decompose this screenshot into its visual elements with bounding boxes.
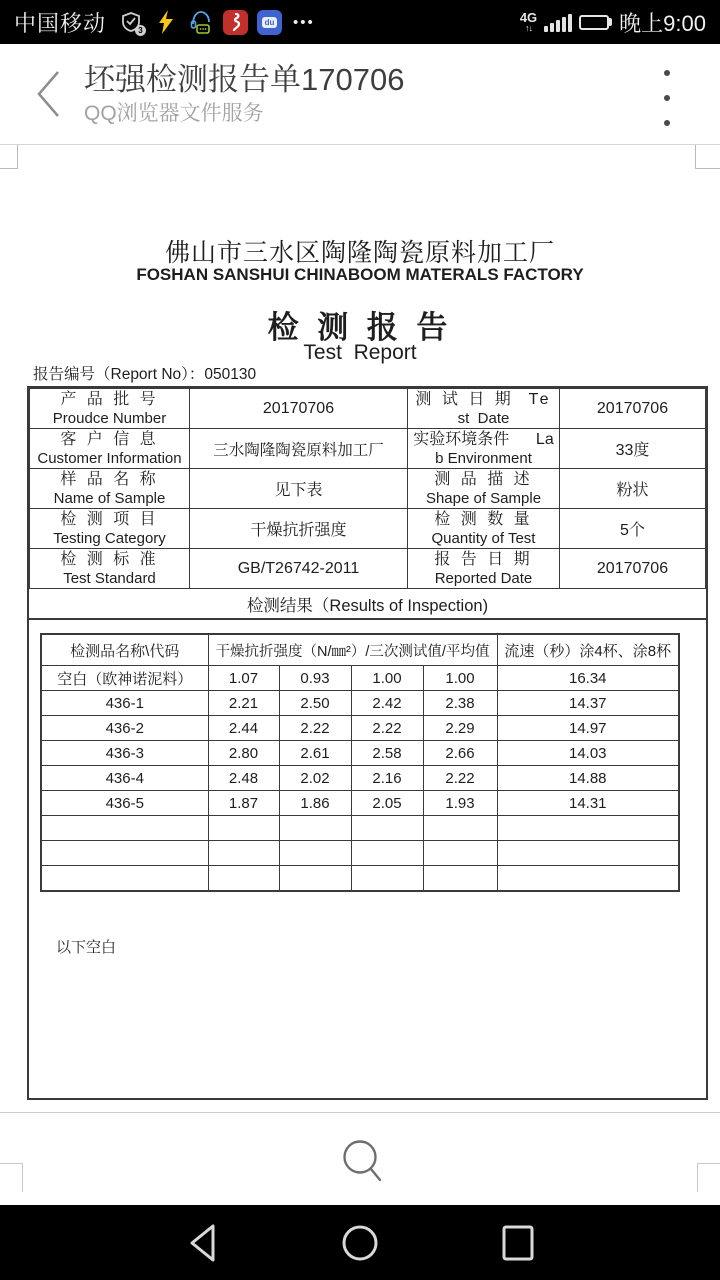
table-row xyxy=(41,791,679,816)
red-app-icon xyxy=(223,10,248,35)
flow-value: 14.37 xyxy=(497,691,679,716)
table-row xyxy=(41,716,679,741)
avg-value: 1.93 xyxy=(423,791,497,816)
page-corner-mark xyxy=(0,1163,23,1192)
page-divider xyxy=(0,1112,720,1113)
info-row xyxy=(30,429,706,469)
headset-icon xyxy=(188,9,214,35)
shield-badge: 3 xyxy=(135,25,146,36)
test-value: 1.07 xyxy=(208,666,279,691)
avg-value: 1.00 xyxy=(423,666,497,691)
info-label: 检 测 项 目 Testing Category xyxy=(30,509,190,549)
info-label: 样 品 名 称 Name of Sample xyxy=(30,469,190,509)
info-label: 检 测 标 准 Test Standard xyxy=(30,549,190,589)
nav-recents-button[interactable] xyxy=(482,1205,554,1280)
search-icon[interactable] xyxy=(334,1131,386,1187)
empty-cell xyxy=(497,841,679,866)
baidu-glyph: du xyxy=(262,17,277,28)
info-value: 见下表 xyxy=(190,469,408,509)
test-value: 1.00 xyxy=(351,666,423,691)
status-bar xyxy=(0,0,720,44)
flow-value: 16.34 xyxy=(497,666,679,691)
sample-name: 436-3 xyxy=(41,741,208,766)
empty-cell xyxy=(41,866,208,892)
sample-name: 436-4 xyxy=(41,766,208,791)
test-value: 2.42 xyxy=(351,691,423,716)
factory-name-en: FOSHAN SANSHUI CHINABOOM MATERALS FACTORY xyxy=(136,265,584,284)
info-table xyxy=(29,388,706,589)
baidu-app-icon xyxy=(257,10,282,35)
battery-icon xyxy=(579,15,612,30)
info-value: 5个 xyxy=(560,509,706,549)
empty-cell xyxy=(279,866,351,892)
empty-cell xyxy=(351,816,423,841)
info-row xyxy=(30,469,706,509)
home-circle-icon xyxy=(340,1223,380,1263)
avg-value: 2.22 xyxy=(423,766,497,791)
page-corner-mark xyxy=(697,1163,720,1192)
document-title: 坯强检测报告单170706 xyxy=(84,62,405,97)
info-value: 20170706 xyxy=(560,549,706,589)
test-value: 2.22 xyxy=(279,716,351,741)
empty-cell xyxy=(351,841,423,866)
info-label: 报 告 日 期 Reported Date xyxy=(408,549,560,589)
security-shield-icon xyxy=(118,9,144,35)
android-nav-bar xyxy=(0,1205,720,1280)
results-header: 检测品名称\代码 xyxy=(41,634,208,666)
back-button[interactable] xyxy=(18,59,78,129)
factory-name-zh: 佛山市三水区陶隆陶瓷原料加工厂 xyxy=(164,239,555,267)
avg-value: 2.29 xyxy=(423,716,497,741)
clock-label: 晚上9:00 xyxy=(619,10,706,36)
empty-cell xyxy=(497,816,679,841)
table-row xyxy=(41,741,679,766)
flow-value: 14.31 xyxy=(497,791,679,816)
results-table xyxy=(40,633,680,892)
info-label: 客 户 信 息 Customer Information xyxy=(30,429,190,469)
empty-cell xyxy=(279,841,351,866)
empty-cell xyxy=(423,866,497,892)
empty-cell xyxy=(41,816,208,841)
network-type-indicator xyxy=(520,11,537,33)
empty-cell xyxy=(351,866,423,892)
avg-value: 2.66 xyxy=(423,741,497,766)
page-corner-mark xyxy=(695,145,720,169)
network-label: 4G xyxy=(519,10,538,25)
avg-value: 2.38 xyxy=(423,691,497,716)
table-row xyxy=(41,766,679,791)
info-row xyxy=(30,509,706,549)
back-triangle-icon xyxy=(186,1221,218,1265)
test-value: 1.87 xyxy=(208,791,279,816)
table-row xyxy=(41,816,679,841)
empty-cell xyxy=(208,866,279,892)
test-value: 2.48 xyxy=(208,766,279,791)
info-value: GB/T26742-2011 xyxy=(190,549,408,589)
empty-cell xyxy=(279,816,351,841)
empty-cell xyxy=(497,866,679,892)
test-value: 1.86 xyxy=(279,791,351,816)
sample-name: 436-5 xyxy=(41,791,208,816)
lightning-icon xyxy=(153,9,179,35)
test-value: 2.80 xyxy=(208,741,279,766)
report-number: 报告编号（Report No）：050130 xyxy=(33,366,257,383)
table-row xyxy=(41,866,679,892)
notification-icons xyxy=(118,9,315,35)
table-row xyxy=(41,841,679,866)
status-bar-right xyxy=(520,7,706,38)
empty-cell xyxy=(208,841,279,866)
test-value: 2.61 xyxy=(279,741,351,766)
page-corner-mark xyxy=(0,145,18,169)
test-value: 2.02 xyxy=(279,766,351,791)
info-row xyxy=(30,389,706,429)
menu-button[interactable] xyxy=(652,70,682,126)
empty-cell xyxy=(423,816,497,841)
test-value: 2.05 xyxy=(351,791,423,816)
empty-cell xyxy=(41,841,208,866)
info-label: 测 品 描 述 Shape of Sample xyxy=(408,469,560,509)
recents-square-icon xyxy=(500,1224,536,1262)
signal-strength-icon xyxy=(544,12,572,32)
results-header: 流速（秒）涂4杯、涂8杯 xyxy=(497,634,679,666)
info-row xyxy=(30,549,706,589)
test-value: 0.93 xyxy=(279,666,351,691)
test-value: 2.58 xyxy=(351,741,423,766)
app-header xyxy=(0,44,720,145)
test-value: 2.44 xyxy=(208,716,279,741)
carrier-label: 中国移动 xyxy=(14,10,107,36)
network-arrows-icon: ↑↓ xyxy=(525,23,532,33)
info-label: 测 试 日 期 Te st Date xyxy=(408,389,560,429)
report-title-zh: 检 测 报 告 xyxy=(267,310,453,345)
sample-name: 436-1 xyxy=(41,691,208,716)
nav-back-button[interactable] xyxy=(166,1205,238,1280)
sample-name: 空白（欧神诺泥料） xyxy=(41,666,208,691)
nav-home-button[interactable] xyxy=(324,1205,396,1280)
flow-value: 14.88 xyxy=(497,766,679,791)
test-value: 2.22 xyxy=(351,716,423,741)
results-header: 干燥抗折强度（N/㎜²）/三次测试值/平均值 xyxy=(208,634,497,666)
report-title-en: Test Report xyxy=(303,341,417,364)
test-value: 2.16 xyxy=(351,766,423,791)
info-value: 三水陶隆陶瓷原料加工厂 xyxy=(190,429,408,469)
info-value: 20170706 xyxy=(190,389,408,429)
info-value: 干燥抗折强度 xyxy=(190,509,408,549)
info-label: 实验环境条件 La b Environment xyxy=(408,429,560,469)
info-label: 产 品 批 号 Proudce Number xyxy=(30,389,190,429)
empty-cell xyxy=(208,816,279,841)
flow-value: 14.97 xyxy=(497,716,679,741)
blank-below-note: 以下空白 xyxy=(56,939,117,956)
flow-value: 14.03 xyxy=(497,741,679,766)
test-value: 2.50 xyxy=(279,691,351,716)
report-frame xyxy=(27,386,708,1100)
info-value: 33度 xyxy=(560,429,706,469)
header-titles xyxy=(84,60,404,128)
results-header-row xyxy=(41,634,679,666)
info-label: 检 测 数 量 Quantity of Test xyxy=(408,509,560,549)
app-subtitle: QQ浏览器文件服务 xyxy=(84,102,264,125)
table-row xyxy=(41,691,679,716)
test-value: 2.21 xyxy=(208,691,279,716)
sample-name: 436-2 xyxy=(41,716,208,741)
more-notifications-icon: ••• xyxy=(293,13,315,31)
info-value: 20170706 xyxy=(560,389,706,429)
table-row xyxy=(41,666,679,691)
results-banner: 检测结果（Results of Inspection) xyxy=(29,589,706,620)
info-value: 粉状 xyxy=(560,469,706,509)
empty-cell xyxy=(423,841,497,866)
